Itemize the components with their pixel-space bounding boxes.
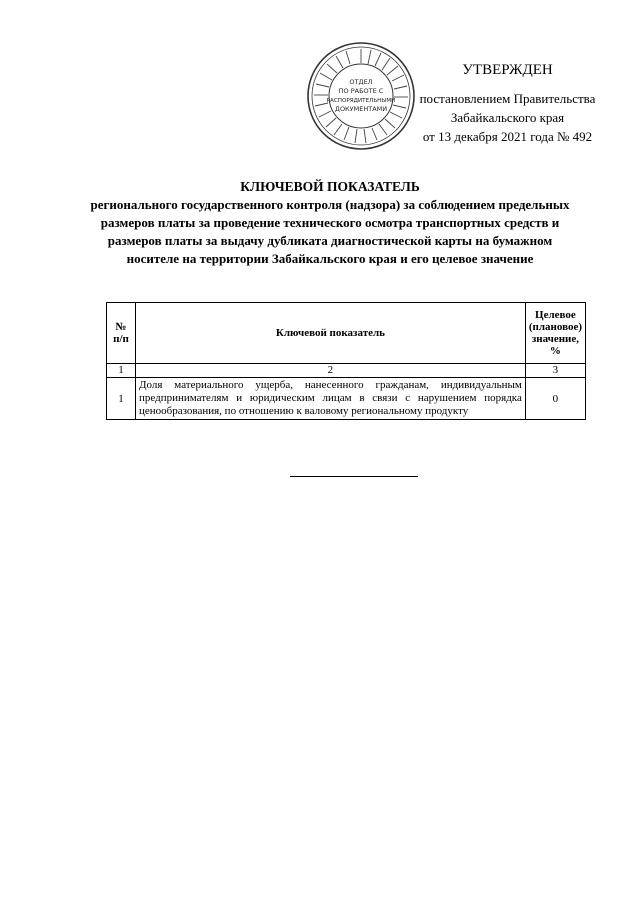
row-target-value: 0 [525, 378, 585, 420]
key-indicator-table [106, 302, 586, 420]
approval-heading: УТВЕРЖДЕН [462, 62, 553, 78]
column-number-1: 1 [107, 364, 136, 378]
official-stamp [305, 40, 417, 152]
header-indicator: Ключевой показатель [136, 303, 526, 364]
column-number-3: 3 [525, 364, 585, 378]
stamp-line-4: ДОКУМЕНТАМИ [334, 105, 388, 113]
document-title [80, 178, 580, 268]
end-divider [290, 476, 418, 477]
stamp-line-1: ОТДЕЛ [349, 78, 373, 86]
header-target-value: Целевое (плановое) значение, % [525, 303, 585, 364]
column-number-2: 2 [136, 364, 526, 378]
approval-line-1: постановлением Правительства [419, 91, 596, 106]
row-number: 1 [107, 378, 136, 420]
header-number: № п/п [107, 303, 136, 364]
stamp-line-2: ПО РАБОТЕ С [338, 87, 384, 95]
column-number-row [107, 364, 586, 378]
row-indicator: Доля материального ущерба, нанесенного гражданам, индивидуальным предпринимателям и юридическим лицам в связи с нарушением порядка ценообразования, по отношению к валовому региональному продукту [136, 378, 526, 420]
approval-block [400, 62, 615, 146]
approval-line-3: от 13 декабря 2021 года № 492 [422, 129, 593, 144]
title-subtitle: регионального государственного контроля (надзора) за соблюдением предельных размеров платы за проведение технического осмотра транспортных средств и размеров платы за выдачу дубликата диагностической карты на бумажном носителе на территории Забайкальского края и его целевое значение [90, 197, 570, 266]
table-header-row [107, 303, 586, 364]
table-row [107, 378, 586, 420]
stamp-line-3: РАСПОРЯДИТЕЛЬНЫМИ [326, 98, 396, 104]
title-main: КЛЮЧЕВОЙ ПОКАЗАТЕЛЬ [240, 179, 420, 194]
approval-line-2: Забайкальского края [450, 110, 565, 125]
